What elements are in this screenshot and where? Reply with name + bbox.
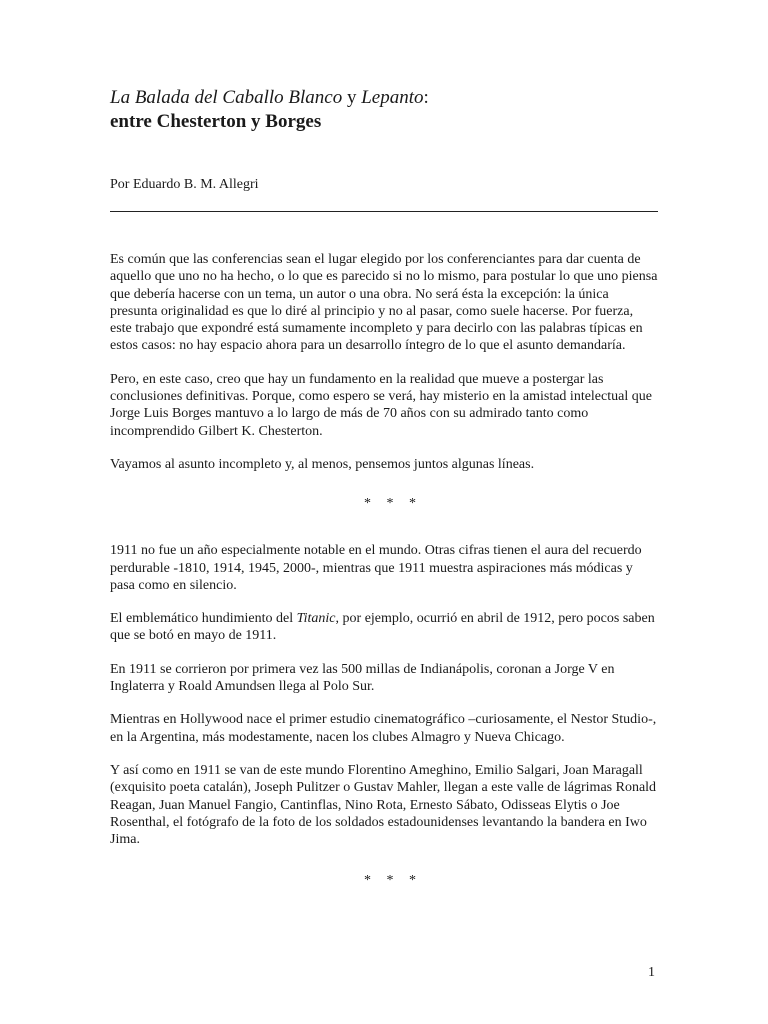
titanic-italic: Titanic (296, 611, 336, 627)
body-text (110, 251, 658, 889)
section-separator: * * * (364, 873, 422, 889)
title-italic-lepanto: Lepanto (361, 87, 424, 108)
title-colon: : (423, 87, 429, 108)
paragraph-1911: 1911 no fue un año especialmente notable en el mundo. Otras cifras tienen el aura del recuerdo perdurable -1810, 1914, 1945, 2000-, mientras que 1911 muestra aspiraciones más módicas y pasa como en silencio. (110, 543, 642, 593)
paragraph-titanic (110, 610, 658, 645)
title-divider (110, 211, 658, 212)
paragraph-intro-3: Vayamos al asunto incompleto y, al menos, pensemos juntos algunas líneas. (110, 456, 535, 472)
titanic-text-after: , por ejemplo, ocurrió en abril de 1912, pero pocos saben que se botó en mayo de 1911. (110, 611, 655, 644)
page-number: 1 (648, 965, 655, 980)
title-italic-ballad: La Balada del Caballo Blanco (110, 87, 343, 108)
paragraph-1911-deaths-births: Y así como en 1911 se van de este mundo Florentino Ameghino, Emilio Salgari, Joan Maragall (exquisito poeta catalán), Joseph Pulitzer o Gustav Mahler, llegan a este valle de lágrimas Ronald Reagan, Juan Manuel Fangio, Cantinflas, Nino Rota, Ernesto Sábato, Odisseas Elytis o Joe Rosenthal, el fotógrafo de la foto de los soldados estadounidenses levantando la bandera en Iwo Jima. (110, 762, 657, 848)
paragraph-intro-2: Pero, en este caso, creo que hay un fundamento en la realidad que mueve a postergar las conclusiones definitivas. Porque, como espero se verá, hay misterio en la amistad intelectual que Jorge Luis Borges mantuvo a lo largo de más de 70 años con su admirado tanto como incomprendido Gilbert K. Chesterton. (110, 371, 652, 439)
document-subtitle: entre Chesterton y Borges (110, 111, 322, 132)
paragraph-indianapolis: En 1911 se corrieron por primera vez las 500 millas de Indianápolis, coronan a Jorge V en Inglaterra y Roald Amundsen llega al Polo Sur. (110, 661, 615, 695)
paragraph-intro-1: Es común que las conferencias sean el lugar elegido por los conferenciantes para dar cuenta de aquello que uno no ha hecho, o lo que es parecido si no lo mismo, para postular lo que uno piensa que debería hacerse con un tema, un autor o una obra. No será ésta la excepción: la única presunta originalidad es que lo diré al principio y no al pasar, como suele hacerse. Por fuerza, este trabajo que expondré está sumamente incompleto y para decirlo con las palabras típicas en estos casos: no hay espacio ahora para un desarrollo íntegro de lo que el asunto demandaría. (110, 252, 658, 354)
author-byline: Por Eduardo B. M. Allegri (110, 177, 259, 192)
paragraph-hollywood: Mientras en Hollywood nace el primer estudio cinematográfico –curiosamente, el Nestor Studio-, en la Argentina, más modestamente, nacen los clubes Almagro y Nueva Chicago. (110, 712, 657, 745)
title-conjunction: y (342, 87, 362, 108)
document-page (110, 86, 658, 919)
titanic-text-before: El emblemático hundimiento del (110, 611, 297, 627)
document-title (110, 86, 658, 110)
section-separator: * * * (364, 496, 422, 512)
